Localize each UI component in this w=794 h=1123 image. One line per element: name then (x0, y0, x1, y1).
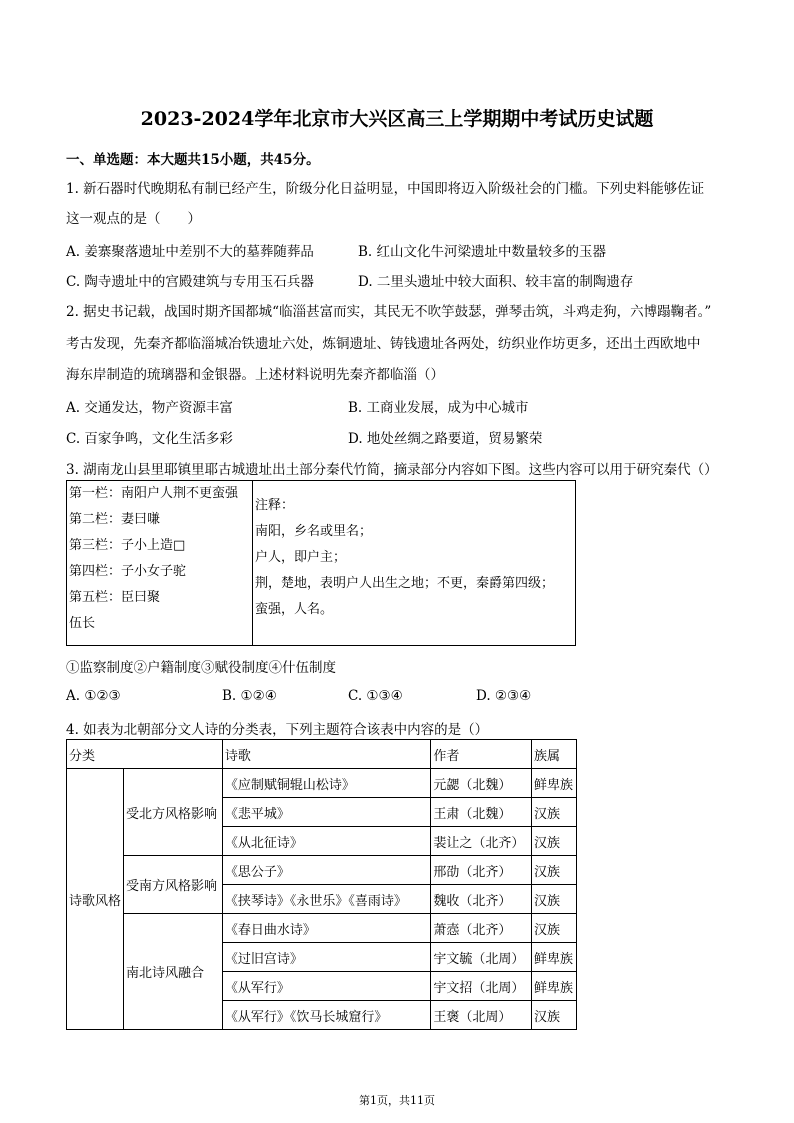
q2-option-b[interactable]: B. 工商业发展，成为中心城市 (348, 400, 529, 416)
q3-slip-text (67, 481, 253, 646)
q1-option-a[interactable]: A. 姜寨聚落遗址中差别不大的墓葬随葬品 (66, 244, 314, 260)
poem-cell: 《春日曲水诗》 (222, 914, 431, 943)
author-cell: 宇文毓（北周） (431, 943, 532, 972)
q3-option-b[interactable]: B. ①②④ (222, 688, 277, 704)
ethnicity-cell: 鲜卑族 (532, 769, 577, 798)
q2-stem-line1: 2. 据史书记载，战国时期齐国都城“临淄甚富而实，其民无不吹竽鼓瑟，弹琴击筑，斗鸡走狗，六博蹋鞠者。” (66, 304, 712, 320)
q2-stem-line2: 考古发现，先秦齐都临淄城冶铁遗址六处，炼铜遗址、铸钱遗址各两处，纺织业作坊更多，还出土西欧地中 (66, 336, 701, 352)
slip-line: 伍长 (69, 616, 96, 631)
q1-option-c[interactable]: C. 陶寺遗址中的宫殿建筑与专用玉石兵器 (66, 274, 314, 290)
poem-cell: 《思公子》 (222, 856, 431, 885)
author-cell: 邢劭（北齐） (431, 856, 532, 885)
q3-annotation (253, 481, 576, 646)
group-cell: 受北方风格影响 (124, 769, 223, 856)
slip-line: 第二栏：妻曰嗛 (69, 512, 161, 527)
ethnicity-cell: 汉族 (532, 798, 577, 827)
author-cell: 裴让之（北齐） (431, 827, 532, 856)
ethnicity-cell: 汉族 (532, 827, 577, 856)
author-cell: 王肃（北魏） (431, 798, 532, 827)
author-cell: 魏收（北齐） (431, 885, 532, 914)
section-heading: 一、单选题：本大题共15小题，共45分。 (66, 152, 320, 168)
ethnicity-cell: 汉族 (532, 856, 577, 885)
page-footer: 第1页，共11页 (359, 1094, 435, 1107)
ethnicity-cell: 汉族 (532, 885, 577, 914)
table-header-row (67, 740, 577, 769)
q3-statements: ①监察制度②户籍制度③赋役制度④什伍制度 (66, 660, 336, 676)
slip-line: 第四栏：子小女子驼 (69, 564, 187, 579)
q3-bamboo-slip-table (66, 480, 576, 646)
q3-option-d[interactable]: D. ②③④ (476, 688, 532, 704)
poem-cell: 《从军行》 (222, 972, 431, 1001)
q3-option-a[interactable]: A. ①②③ (66, 688, 121, 704)
ethnicity-cell: 鲜卑族 (532, 972, 577, 1001)
poem-cell: 《从北征诗》 (222, 827, 431, 856)
group-cell: 南北诗风融合 (124, 914, 223, 1030)
slip-line: 第五栏：臣曰聚 (69, 590, 161, 605)
author-cell: 王褒（北周） (431, 1001, 532, 1030)
q1-stem-line1: 1. 新石器时代晚期私有制已经产生，阶级分化日益明显，中国即将迈入阶级社会的门槛。下列史料能够佐证 (66, 181, 705, 197)
category-cell: 诗歌风格 (67, 769, 124, 1030)
slip-line: 第三栏：子小上造□ (69, 538, 186, 553)
q1-stem-line2: 这一观点的是（ ） (66, 211, 201, 227)
header-category: 分类 (67, 740, 223, 769)
q4-stem: 4. 如表为北朝部分文人诗的分类表，下列主题符合该表中内容的是（） (66, 722, 489, 738)
poem-cell: 《悲平城》 (222, 798, 431, 827)
author-cell: 萧悫（北齐） (431, 914, 532, 943)
annotation-line: 注释： (255, 498, 295, 513)
header-ethnicity: 族属 (532, 740, 577, 769)
q2-stem-line3: 海东岸制造的琉璃器和金银器。上述材料说明先秦齐都临淄（） (66, 367, 444, 383)
author-cell: 宇文招（北周） (431, 972, 532, 1001)
poem-cell: 《挟琴诗》《永世乐》《喜雨诗》 (222, 885, 431, 914)
q1-option-d[interactable]: D. 二里头遗址中较大面积、较丰富的制陶遗存 (358, 274, 634, 290)
q1-option-b[interactable]: B. 红山文化牛河梁遗址中数量较多的玉器 (358, 244, 607, 260)
q4-poetry-table (66, 739, 577, 1030)
slip-line: 第一栏：南阳户人荆不更蛮强 (69, 486, 239, 501)
header-author: 作者 (431, 740, 532, 769)
q2-option-a[interactable]: A. 交通发达，物产资源丰富 (66, 400, 233, 416)
table-row (67, 769, 577, 798)
annotation-line: 南阳，乡名或里名； (255, 524, 373, 539)
table-row (67, 856, 577, 885)
group-cell: 受南方风格影响 (124, 856, 223, 914)
poem-cell: 《从军行》《饮马长城窟行》 (222, 1001, 431, 1030)
poem-cell: 《应制赋铜辊山松诗》 (222, 769, 431, 798)
page-title: 2023-2024学年北京市大兴区高三上学期期中考试历史试题 (140, 108, 654, 130)
annotation-line: 蛮强，人名。 (255, 602, 334, 617)
q3-stem: 3. 湖南龙山县里耶镇里耶古城遗址出土部分秦代竹简，摘录部分内容如下图。这些内容可以用于研究秦代（） (66, 462, 718, 478)
header-poem: 诗歌 (222, 740, 431, 769)
q3-option-c[interactable]: C. ①③④ (348, 688, 403, 704)
q2-option-d[interactable]: D. 地处丝绸之路要道，贸易繁荣 (348, 431, 543, 447)
table-row (67, 914, 577, 943)
author-cell: 元勰（北魏） (431, 769, 532, 798)
ethnicity-cell: 鲜卑族 (532, 943, 577, 972)
annotation-line: 户人，即户主； (255, 550, 347, 565)
annotation-line: 荆，楚地，表明户人出生之地；不更，秦爵第四级； (255, 576, 555, 591)
ethnicity-cell: 汉族 (532, 914, 577, 943)
ethnicity-cell: 汉族 (532, 1001, 577, 1030)
poem-cell: 《过旧宫诗》 (222, 943, 431, 972)
q2-option-c[interactable]: C. 百家争鸣，文化生活多彩 (66, 431, 233, 447)
